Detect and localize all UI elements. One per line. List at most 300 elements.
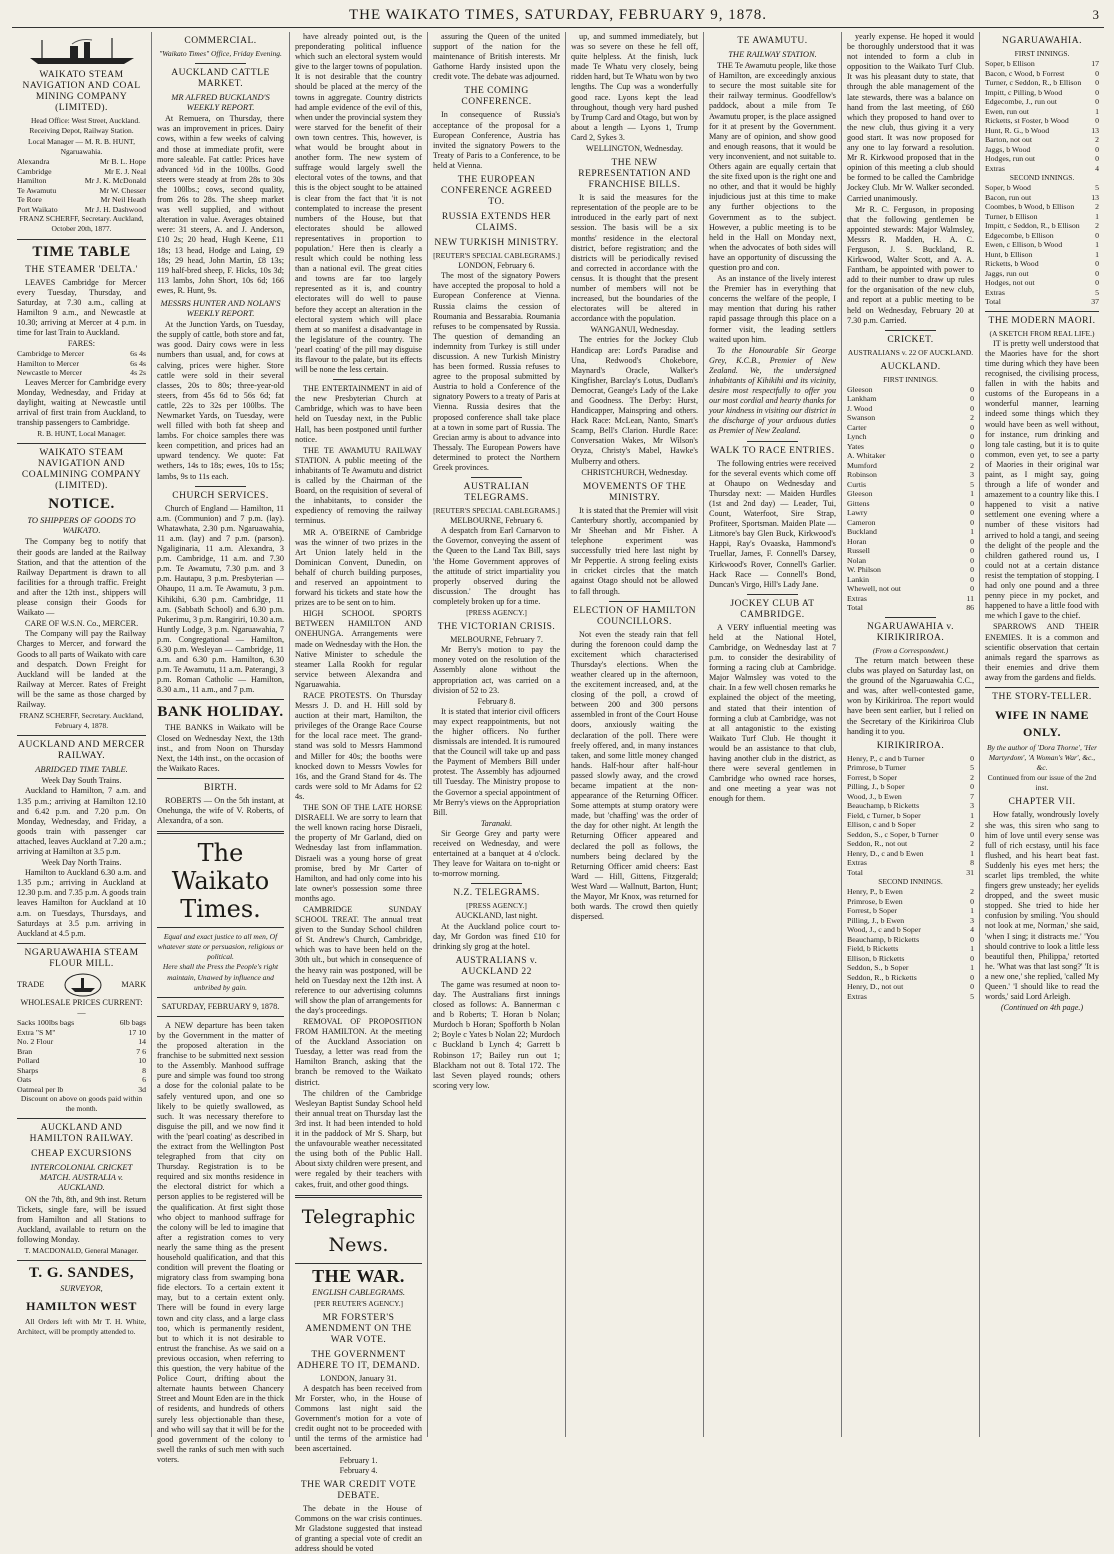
jockey-club-body: A VERY influential meeting was held at the National Hotel, Cambridge, on Wednesday last at 7 p.m. to consider the desirability of forming a racing club at Cambridge. Major Walmsley was voted to the chair. In a few well chosen remarks he explained the object of the meeting, and stated that their intention of forming a club at Cambridge, was not at all antagonistic to the existing Waikato Turf Club. He thought it would be an assistance to that club, having another club in the district, as there were several gentlemen in Cambridge who owned race horses, and one meeting a year was not enough for them. [709,622,836,804]
news-item: THE SON OF THE LATE HORSE DISRAELI. We are sorry to learn that the well known racing horse Disraeli, the property of Mr Garland, died on Wednesday last from inflammation. Disraeli was a young horse of great promise, bred by Mr Carter of Hamilton, and had only come into his late owner's possession some three months ago. [295,803,422,903]
prices-note: Discount on above on goods paid within the month. [20,1094,143,1114]
trade-label: TRADE [17,979,45,989]
representation-bills-title: THE NEW REPRESENTATION AND FRANCHISE BILLS. [578,158,691,191]
batsman-runs: 0 [970,517,974,527]
score-row [847,925,974,935]
agent-place: Cambridge [17,166,52,176]
kirikiriroa-match-body: The return match between these clubs was played on Saturday last, on the ground of the Ngaruawahia C.C., and was, after well-contested game, won by Kirikiriroa. The report would have been sent earlier, but I relied on the Secretary of the Kirikiriroa Club handing it to you. [847,656,974,736]
ministry-movements-body: It is stated that the Premier will visit Canterbury shortly, accompanied by Mr Sheehan and Mr Fisher. A telephone experiment was successfully tried here last night by Mr Peppertie. A strong feeling exists in cricket circles that the match against Otago should not be allowed to fall through. [571,505,698,596]
price-row [17,1037,146,1047]
batsman-runs: 1 [1095,106,1099,116]
victorian-crisis-title: THE VICTORIAN CRISIS. [437,622,556,633]
batsman-name: Edgecombe, b Ellison [985,230,1054,240]
ngaruawahia-total-row [985,297,1099,307]
notice-sign: FRANZ SCHERFF, Secretary. Auckland, February 4, 1878. [19,711,144,731]
score-row [847,982,974,992]
batsman-name: Wood, J., b Ewen [847,791,902,801]
batsman-runs: 0 [970,498,974,508]
address-to-premier: To the Honourable Sir George Grey, K.C.B., Premier of New Zealand. We, the undersigned inhabitants of Kihikihi and its vicinity, desire most respectfully to offer you our most cordial and hearty thanks for your kindness in visiting our district in the discharge of your arduous duties as Premier of New Zealand. [709,345,836,436]
batsman-name: Henry, P., b Ewen [847,887,903,897]
commercial-office: "Waikato Times" Office, Friday Evening. [159,49,282,58]
hamilton-election-title: ELECTION OF HAMILTON COUNCILLORS. [573,605,696,627]
batsman-name: Impitt, c Seddon, R., b Ellison [985,221,1080,231]
batsman-runs: 0 [970,896,974,906]
story-name: WIFE IN NAME ONLY. [994,707,1089,739]
batsman-name: Field, b Ricketts [847,944,899,954]
batsman-name: Whewell, not out [847,584,901,594]
batsman-runs: 0 [970,782,974,792]
total-value: 37 [1091,297,1099,307]
time-table-heading: TIME TABLE [32,243,131,260]
price-item: Pollard [17,1056,40,1066]
batsman-runs: 2 [970,887,974,897]
notice-body-2: The Company will pay the Railway Charges to Mercer, and forward the Goods to all parts of Waikato with care and despatch. Down Freight for Auckland will be landed at the Railway at Mercer. Rates of Freight will be the same as those charged by Railway. [17,629,146,709]
score-row [847,839,974,849]
score-row [985,193,1099,203]
batsman-runs: 0 [970,574,974,584]
agent-place: Port Waikato [17,204,58,214]
batsman-name: Ricketts, b Wood [985,259,1039,269]
te-awamutu-body: THE Te Awamutu people, like those of Hamilton, are exceedingly anxious to secure the most suitable site for their railway terminus. Goodfellow's paddock, about a mile from Te Awamutu proper, is the place assigned for it at present by the Government. Many are of opinion, and show good and enough reasons, that it would be very inconvenient, and not suitable to. Others again are equally certain that the site fixed upon is the right one and no other, and that it would be highly injudicious just at this time to make any further objections to the Government as to the subject. However, a public meeting is to be held in the Hall on Monday next, when the advocates of both sides will have an opportunity of discussing the question pro and con. [709,61,836,272]
batsman-name: Seddon, R., b Ricketts [847,972,917,982]
ad-steam-nav-title: WAIKATO STEAM NAVIGATION AND COAL MINING COMPANY (LIMITED). [22,70,141,113]
story-byline: By the author of 'Dora Thorne', 'Her Martyrdom', 'A Woman's War', &c., &c. [986,742,1097,773]
batsman-runs: 0 [970,555,974,565]
kirikiriroa-team-title: KIRIKIRIROA. [876,740,945,751]
race-entries-title: WALK TO RACE ENTRIES. [710,445,835,456]
score-row [985,145,1099,155]
price-item: Sacks 100lbs bags [17,1018,75,1028]
batsman-name: Pilling, J., b Soper [847,782,905,792]
story-continued-from: Continued from our issue of the 2nd inst. [987,773,1097,793]
jockey-club-title: JOCKEY CLUB AT CAMBRIDGE. [730,598,815,620]
batsman-name: Swanson [847,413,876,423]
agent-name: Mr W. Chesser [99,185,146,195]
notice-subtitle: TO SHIPPERS OF GOODS TO WAIKATO. [27,515,136,536]
batsman-name: Ricketts, st Foster, b Wood [985,116,1069,126]
birth-title: BIRTH. [203,782,238,793]
agent-row [17,195,146,205]
price-item: No. 2 Flour [17,1037,54,1047]
batsman-runs: 2 [1095,202,1099,212]
batsman-runs: 5 [970,479,974,489]
turkish-ministry-subtitle: [REUTER'S SPECIAL CABLEGRAMS.] [433,251,560,261]
cattle-market-body: At Remuera, on Thursday, there was an improvement in prices. Dairy cows, within a few weeks of calving and those at immediate profit, were more saleable. Fat cattle: Prices have advanced ½d in the 100lbs. Good steers were steady at from 28s to 30s the 100lbs.; cows, second quality, from 26s to 28s. The sheep market was well supplied, and without alteration in value. Averages obtained were: 31 steers, A. and J. Anderson, £10 2s; 20 head, Hugh Keene, £11 18s; 13 head, Hodge and Laing, £9 18s; 29 head, John Martin, £8 13s; 119 half-bred sheep, F. Hicks, 10s 3d; 113 lambs, John Short, 10s 6d; 166 ewes, R. Hunt, 9s. [157,114,284,295]
price-value: 10 [138,1056,146,1066]
score-row [847,556,974,566]
score-row [847,489,974,499]
fare-cabin: 4s [130,368,138,378]
railway-title: AUCKLAND AND MERCER RAILWAY. [18,740,145,762]
races-continued: up, and summed immediately, but was so severe on these he fell off, quite helpless. At the finish, luck made Te Whatu very closely, being ridden hard, but Te Whatu won by two lengths. The Cup was a wonderfully good race. Lyons kept the lead throughout, though very hard pushed by Trump Card and Otago, but won by about a length — Lyons 1, Trump Card 2, Sykes 3. [571,32,698,142]
hunter-nolan-body: At the Junction Yards, on Tuesday, the supply of cattle, both store and fat, was good. Dairy cows were in less numbers than usual, and, for cows at calving, prices were higher. Store cattle were sold in their several classes, 20s to 80s; three-year-old steers, from 45s 6d to 56s 6d; fat cattle, 22s to 32s per 100lbs. The Newmarket Yards, on Tuesday, were well filled with both fat sheep and lambs. For choice samples there was keen competition, and prices had an upward tendency. We quote: Fat wethers, 14s to 18s; ewes, 10s to 15s; lambs, 9s to 11s each. [157,320,284,481]
melbourne-2-body: Mr Berry's motion to pay the money voted on the resolution of the Assembly alone without the appropriation act, was carried on a division of 52 to 23. [433,645,560,695]
score-row [985,88,1099,98]
kirikiriroa-total-row [847,868,974,878]
news-item: MR A. O'BEIRNE of Cambridge was the winner of two prizes in the Art Union lately held in the Dominican Convent, Dunedin, on behalf of church building purposes, and reserved an appointment to forward his tickets and state how the prizes are to be sent on to him. [295,527,422,608]
score-row [985,126,1099,136]
price-value: 17 10 [128,1027,146,1037]
mark-label: MARK [121,979,146,989]
modern-maori-subtitle: (A SKETCH FROM REAL LIFE.) [989,328,1095,338]
batsman-runs: 17 [1091,59,1099,69]
batsman-runs: 5 [1095,183,1099,193]
score-row [847,423,974,433]
batsman-runs: 3 [970,801,974,811]
russia-claims-title: RUSSIA EXTENDS HER CLAIMS. [441,212,552,234]
batsman-name: Ellison, c and b Soper [847,820,916,830]
coming-conference-title: THE COMING CONFERENCE. [461,86,532,108]
batsman-name: Cameron [847,517,876,527]
score-row [847,773,974,783]
cattle-market-title: AUCKLAND CATTLE MARKET. [171,68,270,90]
score-row [985,278,1099,288]
war-credit-continued: assuring the Queen of the united support of the nation for the maintenance of British interests. Mr Gathorne Hardy insisted upon the credit vote. The debate was adjourned. [433,32,560,82]
column-1 [12,32,152,1437]
score-row [847,792,974,802]
batsman-name: J. Wood [847,403,873,413]
sandes-town: HAMILTON WEST [26,1299,137,1314]
batsman-runs: 1 [970,810,974,820]
cricket-title: CRICKET. [887,334,934,345]
score-row [847,537,974,547]
column-5 [566,32,704,1437]
european-conference-title: THE EUROPEAN CONFERENCE AGREED TO. [440,175,553,208]
score-row [985,107,1099,117]
editorial-continued: have already pointed out, is the preponderating political influence which such an electoral system would give to the larger towns of population. It is not desirable that the country should be placed at the mercy of the towns in aggregate. Country districts had ample evidence of the evil of this, when under the provincial system they were starved for the benefit of their own town centres. This, however, is what would be brought about in another form. The new system of suffrage would largely swell the electoral votes of the towns, and that this is the object sought to be attained is clear from the fact that 'it is not contemplated to increase the present numbers of the House, but that electorates should be allowed representatives in proportion to population.' Here then is clearly a result which could be nothing less than a national evil. The great cities and towns are far too largely represented as it is, and country electorates will do well to pause before they accept an alteration in the electoral system which will place them at so manifest a disadvantage in the legislature of the country. The 'pearl coating' of the pill may disguise its flavour to the palate, but its effects will be none the less certain. [295,32,422,375]
fare-deck: 2s [139,368,146,378]
ngaruawahia-scores-table [985,59,1099,173]
score-row [847,811,974,821]
score-row [847,906,974,916]
total-label: Total [847,603,863,613]
kirikiriroa-scores-table [847,754,974,868]
price-value: 6lb bags [119,1018,146,1028]
agent-name: Mr J. K. McDonald [84,176,146,186]
score-row [985,250,1099,260]
steamer-return-body: Leaves Mercer for Cambridge every Monday, Wednesday, and Friday at daylight, waiting at Newcastle until arrival of first train from Auckland, to tranship passengers to Cambridge. [17,377,146,428]
batsman-name: Extras [847,858,867,868]
flour-mill-title: NGARUAWAHIA STEAM FLOUR MILL. [24,947,139,969]
agent-place: Hamilton [17,176,47,186]
story-continued-note: (Continued on 4th page.) [1000,1003,1084,1013]
fare-cabin: 6s [130,358,138,368]
batsman-runs: 4 [1095,163,1099,173]
ad-steam-nav-sign: FRANZ SCHERFF, Secretary. Auckland, October 20th, 1877. [19,214,144,234]
batsman-name: Coombes, b Wood, b Ellison [985,202,1075,212]
batsman-name: Forrest, b Soper [847,772,898,782]
the-war-title: THE WAR. [312,1265,405,1286]
batsman-name: Barton, not out [985,135,1032,145]
batsman-name: Extras [985,163,1005,173]
news-item: THE ENTERTAINMENT in aid of the new Presbyterian Church at Cambridge, which was to have been held on Tuesday next, in the Public Hall, has been postponed until further notice. [295,384,422,444]
steamer-sign: R. B. HUNT, Local Manager. [37,429,126,439]
batsman-name: Gleeson [847,384,873,394]
price-value: 7 6 [136,1046,146,1056]
batsman-runs: 1 [970,848,974,858]
score-row [847,394,974,404]
notice-company: WAIKATO STEAM NAVIGATION AND COALMINING COMPANY (LIMITED). [21,448,142,492]
excursion-title: CHEAP EXCURSIONS [31,1149,132,1160]
agent-name: Mr B. L. Hope [99,157,146,167]
motto-2: Here shall the Press the People's right maintain, Unawed by influence and unbribed by gain. [162,962,279,992]
modern-maori-title: THE MODERN MAORI. [988,315,1096,326]
london-2-body: The most of the signatory Powers have accepted the proposal to hold a European Conference at Vienna. Russia claims the cession of Roumania and Bessarabia. Roumania refuses to be compensated by Russia. The question of demanding an indemnity from Turkey is still under discussion. A new Turkish Ministry has been formed. Russia refuses to agree to the proposal submitted by Austria to hold a Conference of the signatory Powers to a treaty of Paris at Vienna. Russia desires that the proposed conference shall take place at a town in some part of Russia. The Grecian army is about to advance into Thessaly. The European Powers have determined to protect the Northern Greek provinces. [433,271,560,472]
batsman-name: Gittens [847,498,870,508]
score-row [847,470,974,480]
taranaki-body: Sir George Grey and party were received on Wednesday, and were entertained at a banquet at 4 o'clock. They leave for Waitara on to-night or to-morrow morning. [433,828,560,879]
batsman-runs: 0 [970,441,974,451]
trade-mark-row [17,972,146,998]
fare-route: Cambridge to Mercer [17,349,85,359]
notice-title: NOTICE. [48,496,115,513]
batsman-runs: 0 [1095,68,1099,78]
batsman-runs: 0 [1095,78,1099,88]
batsman-name: Ewen, c Ellison, b Wood [985,240,1063,250]
auckland-total-row [847,603,974,613]
jockey-club-continued: yearly expense. He hoped it would be thoroughly understood that it was not intended to form a club in opposition to the Waikato Turf Club. It was his pleasant duty to state, that through the able management of the late stewards, there was a balance on hand from the last meeting, of £60 which they proposed to hand over to the new club, thus giving it a very good start. It was now proposed for any one to lay forward a resolution. Mr R. Kirkwood proposed that in the opinion of this meeting a club should be formed to be called the Cambridge Jockey Club. Mr W. Walker seconded. Carried unanimously. [847,32,974,203]
ngaruawahia-team-title: NGARUAWAHIA. [1002,36,1082,46]
batsman-name: Pilling, J., b Ewen [847,915,905,925]
dateline-feb8: February 8. [477,696,516,706]
batsman-runs: 2 [1095,135,1099,145]
score-row [847,916,974,926]
batsman-name: W. Philson [847,565,881,575]
page-number: 3 [1092,7,1100,22]
price-value: 8 [142,1065,146,1075]
ad-steam-nav-manager: Local Manager — M. R. B. HUNT, Ngaruawahia. [28,137,135,157]
excursion-body: ON the 7th, 8th, and 9th inst. Return Tickets, single fare, will be issued from Hamilton and all Stations to Auckland, available to return on the following Monday. [17,1194,146,1244]
score-row [847,480,974,490]
fare-row [17,368,146,378]
railway-south-heading: Week Day South Trains. [41,776,122,786]
batsman-runs: 1 [970,489,974,499]
price-item: Sharps [17,1065,39,1075]
first-innings-label: FIRST INNINGS. [883,374,938,384]
notice-care: CARE OF W.S.N. Co., MERCER. [24,619,139,629]
score-row [847,461,974,471]
batsman-runs: 0 [970,584,974,594]
total-label: Total [985,297,1001,307]
fare-deck: 4s [139,349,146,359]
price-value: 6 [142,1075,146,1085]
church-services-body: Church of England — Hamilton, 11 a.m. (Communion) and 7 p.m. (lay). Whatawhata, 2.30 p.m. Ngaruawahia, 11 a.m. (lay) and 7 p.m. (parson). Ngaliginaria, 11 a.m. Alexandra, 3 p.m. Cambridge, 11 a.m. and 7.30 p.m. Te Awamutu, 7.30 p.m. and 3 p.m. Hautapu, 3 p.m. Presbyterian — Ohaupo, 11 a.m. Te Awamutu, 3 p.m. Kihikihi, 6.30 p.m. Cambridge, 11 a.m. (Sabbath School) and 6.30 p.m. Pukerimu, 3 p.m. Rangiriri, 10.30 a.m. Huntly Lodge, 3 p.m. Ngaruawahia, 7 p.m. Congregational — Hamilton, 6.30 p.m. Wesleyan — Cambridge, 11 a.m. and 6.30 p.m. Hamilton, 6.30 p.m. Te Awamutu, 11 a.m. Paterangi, 3 p.m. Roman Catholic — Hamilton, 8.30 a.m., 11 a.m., and 7 p.m. [157,503,284,695]
score-row [847,527,974,537]
column-4 [428,32,566,1437]
score-row [985,259,1099,269]
auckland-team-title: AUCKLAND. [880,361,941,372]
batsman-runs: 0 [1095,278,1099,288]
hunter-nolan-title: MESSRS HUNTER AND NOLAN'S WEEKLY REPORT. [160,297,281,319]
batsman-name: Jaggs, run out [985,268,1029,278]
batsman-name: Hodges, run out [985,154,1036,164]
column-7 [842,32,980,1437]
batsman-name: Henry, D., not out [847,982,904,992]
batsman-runs: 0 [1095,97,1099,107]
batsman-runs: 13 [1091,192,1099,202]
cricket-match-body: The game was resumed at noon to-day. The Australians first innings closed as follows: A. Bannerman c and b Roberts; T. Horan b Nolan; Murdoch b Horan; Spofforth b Nolan 2; Boyle c Yates b Nolan 22; Murdoch c Buckland b Lynch 4; Garrett b Robinson 17; Bailey run out 1; Blackham not out 8. Total 172. The last Seven played rounds; others scoring very low. [433,979,560,1090]
batsman-runs: 0 [970,403,974,413]
price-value: 14 [138,1037,146,1047]
commercial-heading: COMMERCIAL. [184,36,257,46]
batsman-runs: 2 [970,460,974,470]
price-row [17,1066,146,1076]
agent-place: Te Rore [17,195,42,205]
price-item: Extra "S M" [17,1027,56,1037]
masthead-title: THE WAIKATO TIMES, SATURDAY, FEBRUARY 9, 1878. [349,7,767,23]
bank-holiday-body: THE BANKS in Waikato will be Closed on Wednesday Next, the 13th inst., and from Noon on Thursday Next, the 14th inst., on the occasion of the Waikato Races. [157,723,284,773]
english-cablegrams: ENGLISH CABLEGRAMS. [311,1286,406,1297]
steamer-delta-title: THE STEAMER 'DELTA.' [25,264,138,275]
excursion-sign: T. MACDONALD, General Manager. [24,1245,139,1255]
fare-row [17,359,146,369]
batsman-name: Hunt, b Ellison [985,249,1033,259]
batsman-name: Forrest, b Soper [847,906,898,916]
batsman-runs: 0 [1095,154,1099,164]
hamilton-election-body: Not even the steady rain that fell during the forenoon could damp the excitement which characterised Thursday's elections. When the weather cleared up in the afternoon, the excitement increased, and, at the closing of the poll, a crowd of between 200 and 300 persons assembled in front of the Court House doors, anxiously waiting the declaration of the poll. There were freely offered, and, in many instances taken, and some little money changed hands. Half-hour after half-hour passed slowly away, and the crowd became impatient at the non-appearance of the Returning Officer. Some attempts at stump oratory were made, but 'chaffing' was the order of the day for other night. At length the Returning Officer appeared and declared the poll as follows, the numbers being declared by the Returning Officer amid cheers: East Ward — Hill, Gittens, Fitzgerald; West Ward — Wallnutt, Barton, Hunt; the Mayor, Mr Knox, was returned for both wards. The crowd then quietly dispersed. [571,629,698,922]
london-body: A despatch has been received from Mr Forster, who, in the House of Commons last night said the Government's motion for a vote of credit ought not to be proceeded with until the terms of the armistice had been ascertained. [295,1383,422,1454]
score-row [847,508,974,518]
batsman-name: Lynch [847,432,867,442]
sandes-name: T. G. SANDES, [29,1265,134,1282]
batsman-name: Carter [847,422,867,432]
batsman-runs: 0 [970,753,974,763]
dateline-wellington: WELLINGTON, Wednesday. [586,144,683,154]
score-row [847,849,974,859]
australian-telegrams-title: AUSTRALIAN TELEGRAMS. [463,482,530,504]
war-credit-title: THE WAR CREDIT VOTE DEBATE. [300,1479,417,1501]
agent-name: Mr E. J. Neal [104,166,146,176]
jockey-club-stewards: Mr R. C. Ferguson, in proposing that the following gentlemen be appointed stewards: Major Walmsley, Messrs R. Madden, H. A. C. Ferguson, J. S. Buckland, R. Kirkwood, Walter Scott, and A. A. Fantham, be appointed with power to add to their number to draw up rules for the organisation of the new club, and report at a public meeting to be held on Wednesday, February 20 at 7.30 p.m. Carried. [847,204,974,325]
score-row [985,240,1099,250]
batsman-runs: 1 [1095,249,1099,259]
batsman-runs: 0 [1095,144,1099,154]
price-item: Oatmeal per lb [17,1084,64,1094]
score-row [847,565,974,575]
score-row [847,404,974,414]
score-row [847,973,974,983]
score-row [847,954,974,964]
feb8-body: It is stated that interior civil officers may expect reappointments, but not the higher officers. No further dismissals are intended. It is rumoured that the Council will take up and pass the Payment of Members Bill under protest. The Assembly has adjourned till Tuesday. The Ministry propose to the Governor a special appointment of Mr Berry's views on the Appropriation Bill. [433,706,560,817]
batsman-name: Bacon, run out [985,192,1032,202]
batsman-runs: 8 [970,858,974,868]
prices-table [17,1018,146,1094]
dateline-feb1: February 1. [339,1455,378,1465]
war-credit-body: The debate in the House of Commons on the war crisis continues. Mr Gladstone suggested that instead of granting a special vote of credit an address should be voted [295,1503,422,1554]
batsman-name: Nolan [847,555,867,565]
batsman-runs: 0 [970,934,974,944]
column-6 [704,32,842,1437]
kirikiriroa-match-heading: NGARUAWAHIA v. KIRIKIRIROA. [867,621,954,643]
fare-route: Hamilton to Mercer [17,358,79,368]
score-row [985,231,1099,241]
total-value: 86 [966,603,974,613]
ngaruawahia-scores-second-table [985,183,1099,297]
batsman-runs: 4 [970,925,974,935]
news-item: HIGH SCHOOL SPORTS BETWEEN HAMILTON AND ONEHUNGA. Arrangements were made on Wednesday with the Hon. the Native Minister to schedule the steamer Lalla Rookh for regular service between Alexandra and Ngaruawahia. [295,609,422,689]
batsman-name: Lankham [847,394,877,404]
telegraphic-news-title: Telegraphic News. [301,1205,416,1256]
batsman-runs: 2 [1095,221,1099,231]
agent-place: Alexandra [17,157,50,167]
batsman-runs: 0 [970,982,974,992]
editorial-body: A NEW departure has been taken by the Government in the matter of the proposed alteration in the franchise to be submitted next session to the Assembly. Manhood suffrage pure and simple was found too strong a dose for the colonial palate to be safely ventured upon, and one so likely to be quietly swallowed, as such. It was necessary therefore to disguise the pill, and we now find it with the 'pearl coating' as described in the extract from the Wellington Post telegraphed from that city on Thursday. Registration is to be required and six months residence in the electoral district for which a person applies to be registered will be the qualification. At first sight those who object to manhood suffrage for the colony will be led to imagine that after a registration comes to very nearly the same thing as the present household qualification, and that this condition will prevent the floating or migratory class from swamping bona fide electors. To a certain extent it may, but to a certain extent only. There will be found in every large town and city class, and a large class too, which is permanently resident, but to which it is not desirable to entrust the franchise. As we said on a previous occasion, when referring to this question, the very habitue of the Police Court, drifting about the alternate haunts between Chancery Street and Mount Eden are in the thick of residents, and hundreds of others surely less objectionable than these, and who will say that it will be for the good government of the colony to swell the ranks of such men with such voters. [157,1020,284,1464]
coming-conference-body: In consequence of Russia's acceptance of the proposal for a European Conference, Austria has invited the signatory Powers to the Treaty of Paris to a Conference, to be held at Vienna. [433,110,560,170]
trade-mark-emblem-icon [63,972,103,998]
score-row [847,432,974,442]
price-row [17,1085,146,1095]
score-row [847,820,974,830]
bank-holiday-title: BANK HOLIDAY. [157,704,284,721]
score-row [847,754,974,764]
notice-body: The Company beg to notify that their goods are landed at the Railway Station, and that the attention of the Railway Department is drawn to all facilities for a through traffic. Freight and after the 12th inst., shippers will please consign their Goods for Waikato — [17,537,146,618]
batsman-runs: 5 [970,991,974,1001]
batsman-runs: 13 [1091,125,1099,135]
batsman-runs: 5 [1095,287,1099,297]
cricket-subtitle: AUSTRALIANS v. 22 OF AUCKLAND. [847,347,974,357]
batsman-runs: 2 [970,772,974,782]
batsman-name: Curtis [847,479,867,489]
story-teller-title: THE STORY-TELLER. [992,691,1092,702]
score-row [985,221,1099,231]
score-row [985,212,1099,222]
batsman-runs: 0 [1095,259,1099,269]
second-innings-label: SECOND INNINGS. [878,877,943,887]
second-innings-label: SECOND INNINGS. [1009,173,1075,183]
batsman-runs: 0 [970,422,974,432]
batsman-name: Jaggs, b Wood [985,144,1031,154]
batsman-runs: 2 [970,413,974,423]
dateline-london-2: LONDON, February 6. [458,261,535,271]
agents-list [17,157,146,214]
te-awamutu-title: TE AWAMUTU. [737,36,808,46]
price-item: Oats [17,1075,32,1085]
press-agency: [PRESS AGENCY.] [466,608,527,618]
news-item: CAMBRIDGE SUNDAY SCHOOL TREAT. The annual treat given to the Sunday School children of St. Andrew's Church, Cambridge, which was to have been held on the 30th ult., but which in consequence of the heavy rain was postponed, will be held on Tuesday next the 12th inst. A reference to our advertising columns will show the plan of arrangements for the day's proceedings. [295,904,422,1015]
score-row [985,288,1099,298]
batsman-name: Buckland [847,527,877,537]
column-3 [290,32,428,1554]
dateline-london: LONDON, January 31. [320,1373,397,1383]
score-row [847,801,974,811]
batsman-name: Primrose, b Turner [847,763,906,773]
batsman-name: Gleeson [847,489,873,499]
fares-table [17,349,146,378]
batsman-name: Turner, b Ellison [985,211,1038,221]
agent-row [17,176,146,186]
chapter-heading: CHAPTER VII. [1008,797,1076,808]
batsman-name: Impitt, c Pilling, b Wood [985,87,1063,97]
turkish-ministry-title: NEW TURKISH MINISTRY. [434,238,559,249]
dateline-auckland: AUCKLAND, last night. [455,911,538,921]
column-2 [152,32,290,1464]
price-value: 3d [138,1084,146,1094]
batsman-runs: 0 [970,546,974,556]
score-row [847,451,974,461]
score-row [985,59,1099,69]
modern-maori-body: IT is pretty well understood that the Maories have for the short time during which they have been recognised, the civilising process, fallen in with the habits and customs of the Europeans in a wonderful manner, learning indeed some things which they would have been as well without, for instance, rum drinking and long tale casting, but it is to quite common, even yet, to see a party of Maories in their original war paint, as I might say, going through a life of wonder and amazement to a country like this. I happened to visit a native settlement one evening where a number of these visitors had arrived to hold a tangi, and seeing the delight of the people and the children gathered round us, I could not at a certain distance resist the temptation of stopping. I had only one pound and a three penny piece in my pocket, and happened to have a little food with me which I gave to the chief. [985,338,1099,621]
batsman-name: A. Whitaker [847,451,886,461]
dateline-melbourne: MELBOURNE, February 6. [450,516,543,526]
batsman-runs: 2 [970,820,974,830]
sparrows-body: SPARROWS AND THEIR ENEMIES. It is a common and scientific observation that certain animals regard the sparrows as their enemies and drive them away from the gardens and fields. [985,622,1099,682]
newspaper-title: The Waikato Times. [171,839,270,924]
dateline-taranaki: Taranaki. [480,818,513,828]
prices-title: WHOLESALE PRICES CURRENT: — [20,997,143,1017]
batsman-name: Ewen, run out [985,106,1029,116]
dateline-melbourne-2: MELBOURNE, February 7. [450,635,543,645]
batsman-runs: 0 [970,565,974,575]
